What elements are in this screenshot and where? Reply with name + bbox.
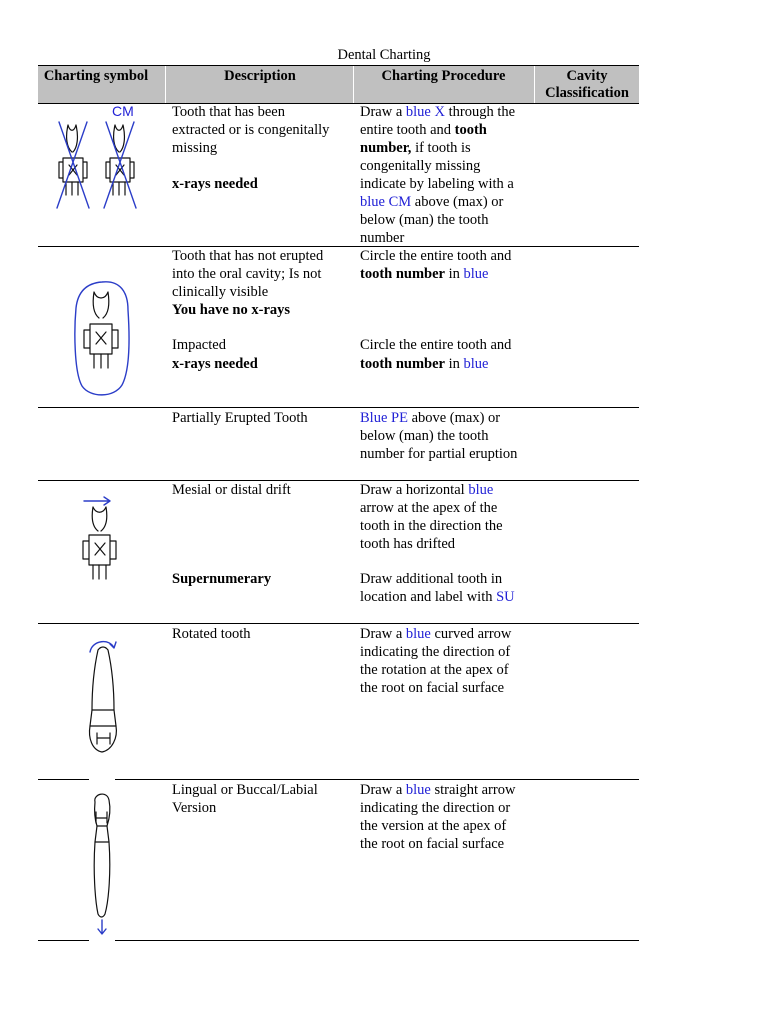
proc-line: Draw a blue X through the: [360, 104, 516, 120]
desc-line: missing: [172, 140, 218, 156]
proc-line: tooth number in blue: [360, 356, 489, 372]
desc-line: Lingual or Buccal/Labial: [172, 782, 318, 798]
desc-line: Tooth that has not erupted: [172, 248, 324, 264]
proc-line: indicating the direction or: [360, 800, 511, 816]
proc-line: congenitally missing: [360, 158, 481, 174]
proc-line: tooth has drifted: [360, 536, 456, 552]
proc-line: location and label with SU: [360, 589, 515, 605]
desc-note: x-rays needed: [172, 356, 258, 372]
proc-line: the rotation at the apex of: [360, 662, 509, 678]
desc-line: Partially Erupted Tooth: [172, 410, 308, 426]
desc-line: Rotated tooth: [172, 626, 251, 642]
proc-line: Circle the entire tooth and: [360, 248, 512, 264]
header-cavity-classification: Cavity Classification: [545, 68, 629, 101]
proc-line: below (man) the tooth: [360, 212, 489, 228]
header-description: Description: [224, 68, 296, 84]
desc-line: Mesial or distal drift: [172, 482, 291, 498]
proc-line: below (man) the tooth: [360, 428, 489, 444]
desc-note: You have no x-rays: [172, 302, 291, 318]
proc-line: indicating the direction of: [360, 644, 511, 660]
drift-tooth-icon: [78, 495, 128, 585]
row-divider: [115, 779, 639, 780]
desc-line: extracted or is congenitally: [172, 122, 330, 138]
page-title: Dental Charting: [337, 47, 431, 63]
proc-line: blue CM above (max) or: [360, 194, 504, 210]
row-divider: [115, 940, 639, 941]
desc-note: Supernumerary: [172, 571, 272, 587]
row-divider: [38, 779, 89, 780]
proc-line: tooth number in blue: [360, 266, 489, 282]
desc-line: into the oral cavity; Is not: [172, 266, 322, 282]
proc-line: Circle the entire tooth and: [360, 337, 512, 353]
row-divider: [38, 940, 89, 941]
desc-note: x-rays needed: [172, 176, 258, 192]
proc-line: Blue PE above (max) or: [360, 410, 501, 426]
proc-line: the version at the apex of: [360, 818, 507, 834]
row-divider: [38, 407, 639, 408]
missing-tooth-icon: [55, 120, 150, 215]
version-tooth-icon: [85, 790, 120, 940]
proc-line: tooth in the direction the: [360, 518, 503, 534]
proc-line: Draw additional tooth in: [360, 571, 503, 587]
header-charting-procedure: Charting Procedure: [381, 68, 506, 84]
desc-line: Version: [172, 800, 217, 816]
desc-line: Impacted: [172, 337, 226, 353]
proc-line: Draw a horizontal blue: [360, 482, 494, 498]
circled-tooth-icon: [72, 280, 132, 400]
proc-line: the root on facial surface: [360, 836, 505, 852]
desc-line: Tooth that has been: [172, 104, 285, 120]
proc-line: the root on facial surface: [360, 680, 505, 696]
cm-label: CM: [112, 103, 134, 119]
row-divider: [38, 246, 639, 247]
proc-line: number, if tooth is: [360, 140, 471, 156]
row-divider: [38, 623, 639, 624]
table-header: [38, 65, 639, 104]
proc-line: Draw a blue curved arrow: [360, 626, 512, 642]
proc-line: entire tooth and tooth: [360, 122, 487, 138]
proc-line: indicate by labeling with a: [360, 176, 514, 192]
desc-line: clinically visible: [172, 284, 269, 300]
proc-line: number: [360, 230, 405, 246]
proc-line: Draw a blue straight arrow: [360, 782, 516, 798]
row-divider: [38, 480, 639, 481]
proc-line: number for partial eruption: [360, 446, 518, 462]
proc-line: arrow at the apex of the: [360, 500, 498, 516]
rotated-tooth-icon: [82, 638, 127, 758]
header-charting-symbol: Charting symbol: [43, 68, 149, 84]
